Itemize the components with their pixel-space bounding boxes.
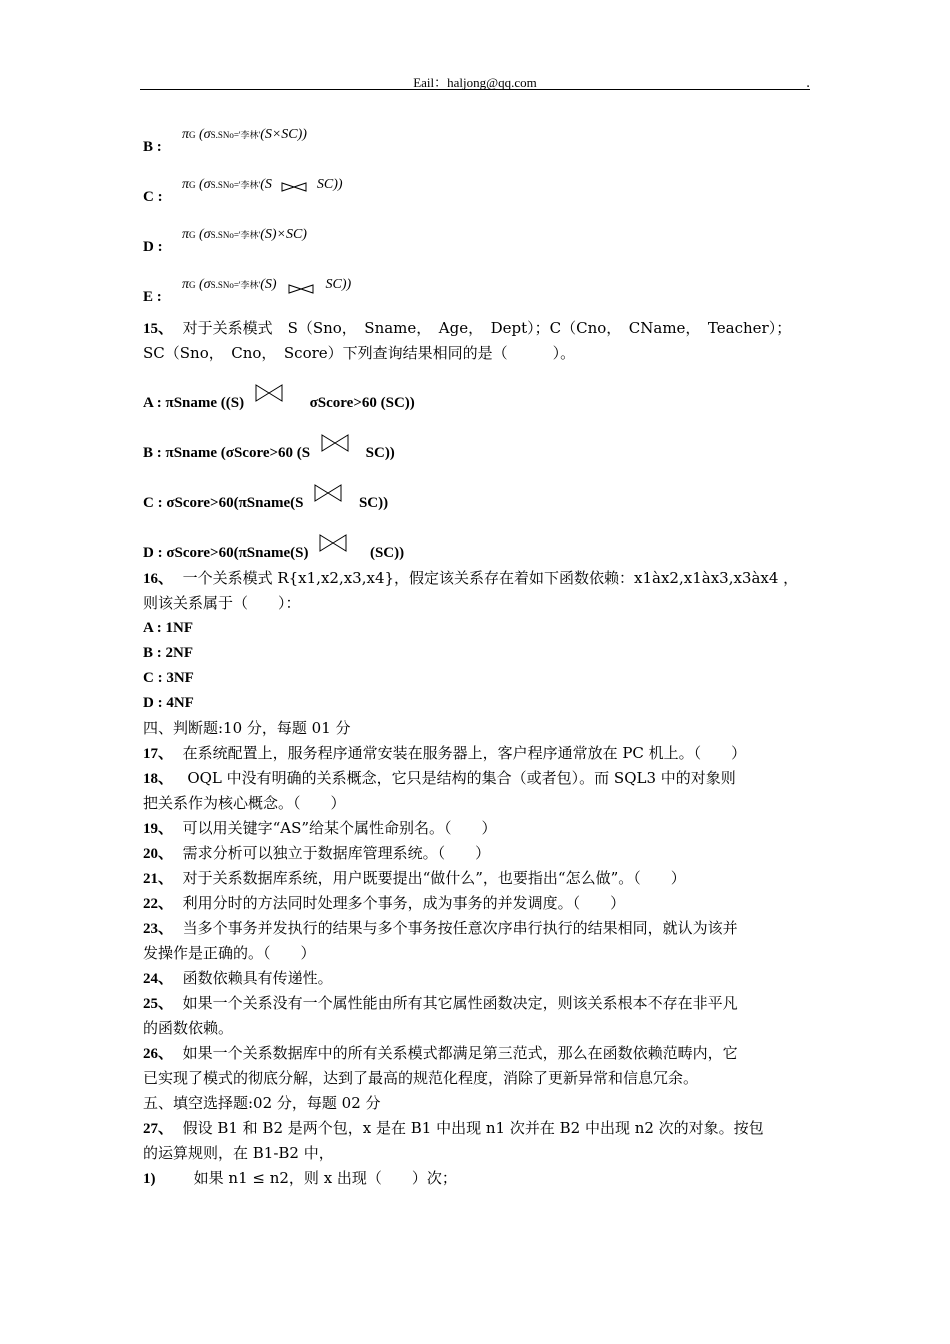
q15-option-c: C : σScore>60(πSname(S SC)) <box>143 483 810 513</box>
q18-line-2: 把关系作为核心概念。（ ） <box>143 794 346 812</box>
q19: 19、 可以用关键字“AS”给某个属性命别名。（ ） <box>143 819 497 837</box>
q16-option-c: C : 3NF <box>143 670 194 686</box>
natural-join-icon <box>279 180 309 194</box>
q26-line-1: 26、 如果一个关系数据库中的所有关系模式都满足第三范式，那么在函数依赖范畴内，它 <box>143 1044 738 1062</box>
natural-join-icon <box>318 533 348 553</box>
q16-option-b: B : 2NF <box>143 645 193 661</box>
header-rule <box>140 89 810 90</box>
q16-line-1: 16、 一个关系模式 R{x1,x2,x3,x4}，假定该关系存在着如下函数依赖：x1àx2,x1àx3,x3àx4 ， <box>143 569 799 587</box>
q27-line-1: 27、 假设 B1 和 B2 是两个包，x 是在 B1 中出现 n1 次并在 B2 中出现 n2 次的对象。按包 <box>143 1119 764 1137</box>
q15-option-d: D : σScore>60(πSname(S) (SC)) <box>143 533 810 563</box>
section-4-heading: 四、判断题:10 分，每题 01 分 <box>143 719 351 737</box>
formula-expression: πG (σS.SNo='李林'(S)×SC) <box>182 227 307 242</box>
q25-line-1: 25、 如果一个关系没有一个属性能由所有其它属性函数决定，则该关系根本不存在非平凡 <box>143 994 738 1012</box>
q27-subitem-1: 1) 如果 n1 ≤ n2，则 x 出现（ ）次； <box>143 1169 457 1187</box>
natural-join-icon <box>286 282 316 296</box>
formula-expression: πG (σS.SNo='李林'(S) SC)) <box>182 277 351 296</box>
option-label: D : <box>143 239 163 255</box>
q27-line-2: 的运算规则，在 B1-B2 中， <box>143 1144 334 1162</box>
q16-option-d: D : 4NF <box>143 695 194 711</box>
q18-line-1: 18、 OQL 中没有明确的关系概念，它只是结构的集合（或者包）。而 SQL3 中的对象则 <box>143 769 736 787</box>
q23-line-2: 发操作是正确的。（ ） <box>143 944 316 962</box>
q15-option-b: B : πSname (σScore>60 (S SC)) <box>143 433 810 463</box>
formula-expression: πG (σS.SNo='李林'(S SC)) <box>182 177 343 192</box>
q15-option-a: A : πSname ((S) σScore>60 (SC)) <box>143 383 810 413</box>
option-label: E : <box>143 289 162 305</box>
q17: 17、 在系统配置上，服务程序通常安装在服务器上，客户程序通常放在 PC 机上。（ ） <box>143 744 747 762</box>
q22: 22、 利用分时的方法同时处理多个事务，成为事务的并发调度。（ ） <box>143 894 626 912</box>
header-dot: . <box>806 76 811 91</box>
q21: 21、 对于关系数据库系统，用户既要提出“做什么”，也要指出“怎么做”。（ ） <box>143 869 686 887</box>
header-email: Eail：haljong@qq.com <box>413 75 537 90</box>
natural-join-icon <box>320 433 350 453</box>
q26-line-2: 已实现了模式的彻底分解，达到了最高的规范化程度，消除了更新异常和信息冗余。 <box>143 1069 699 1087</box>
q15-line-2: SC（Sno， Cno， Score）下列查询结果相同的是（ ）。 <box>143 344 576 362</box>
q20: 20、 需求分析可以独立于数据库管理系统。（ ） <box>143 844 491 862</box>
q25-line-2: 的函数依赖。 <box>143 1019 234 1037</box>
section-5-heading: 五、填空选择题:02 分，每题 02 分 <box>143 1094 381 1112</box>
natural-join-icon <box>254 383 284 403</box>
formula-expression: πG (σS.SNo='李林'(S×SC)) <box>182 127 307 142</box>
natural-join-icon <box>313 483 343 503</box>
q16-option-a: A : 1NF <box>143 620 193 636</box>
q24: 24、 函数依赖具有传递性。 <box>143 969 333 987</box>
option-label: B : <box>143 139 162 155</box>
q15-line-1: 15、 对于关系模式 S（Sno， Sname， Age， Dept）；C（Cno， CName， Teacher）； <box>143 319 792 337</box>
option-label: C : <box>143 189 163 205</box>
q16-line-2: 则该关系属于（ ）： <box>143 594 301 612</box>
q23-line-1: 23、 当多个事务并发执行的结果与多个事务按任意次序串行执行的结果相同，就认为该并 <box>143 919 738 937</box>
